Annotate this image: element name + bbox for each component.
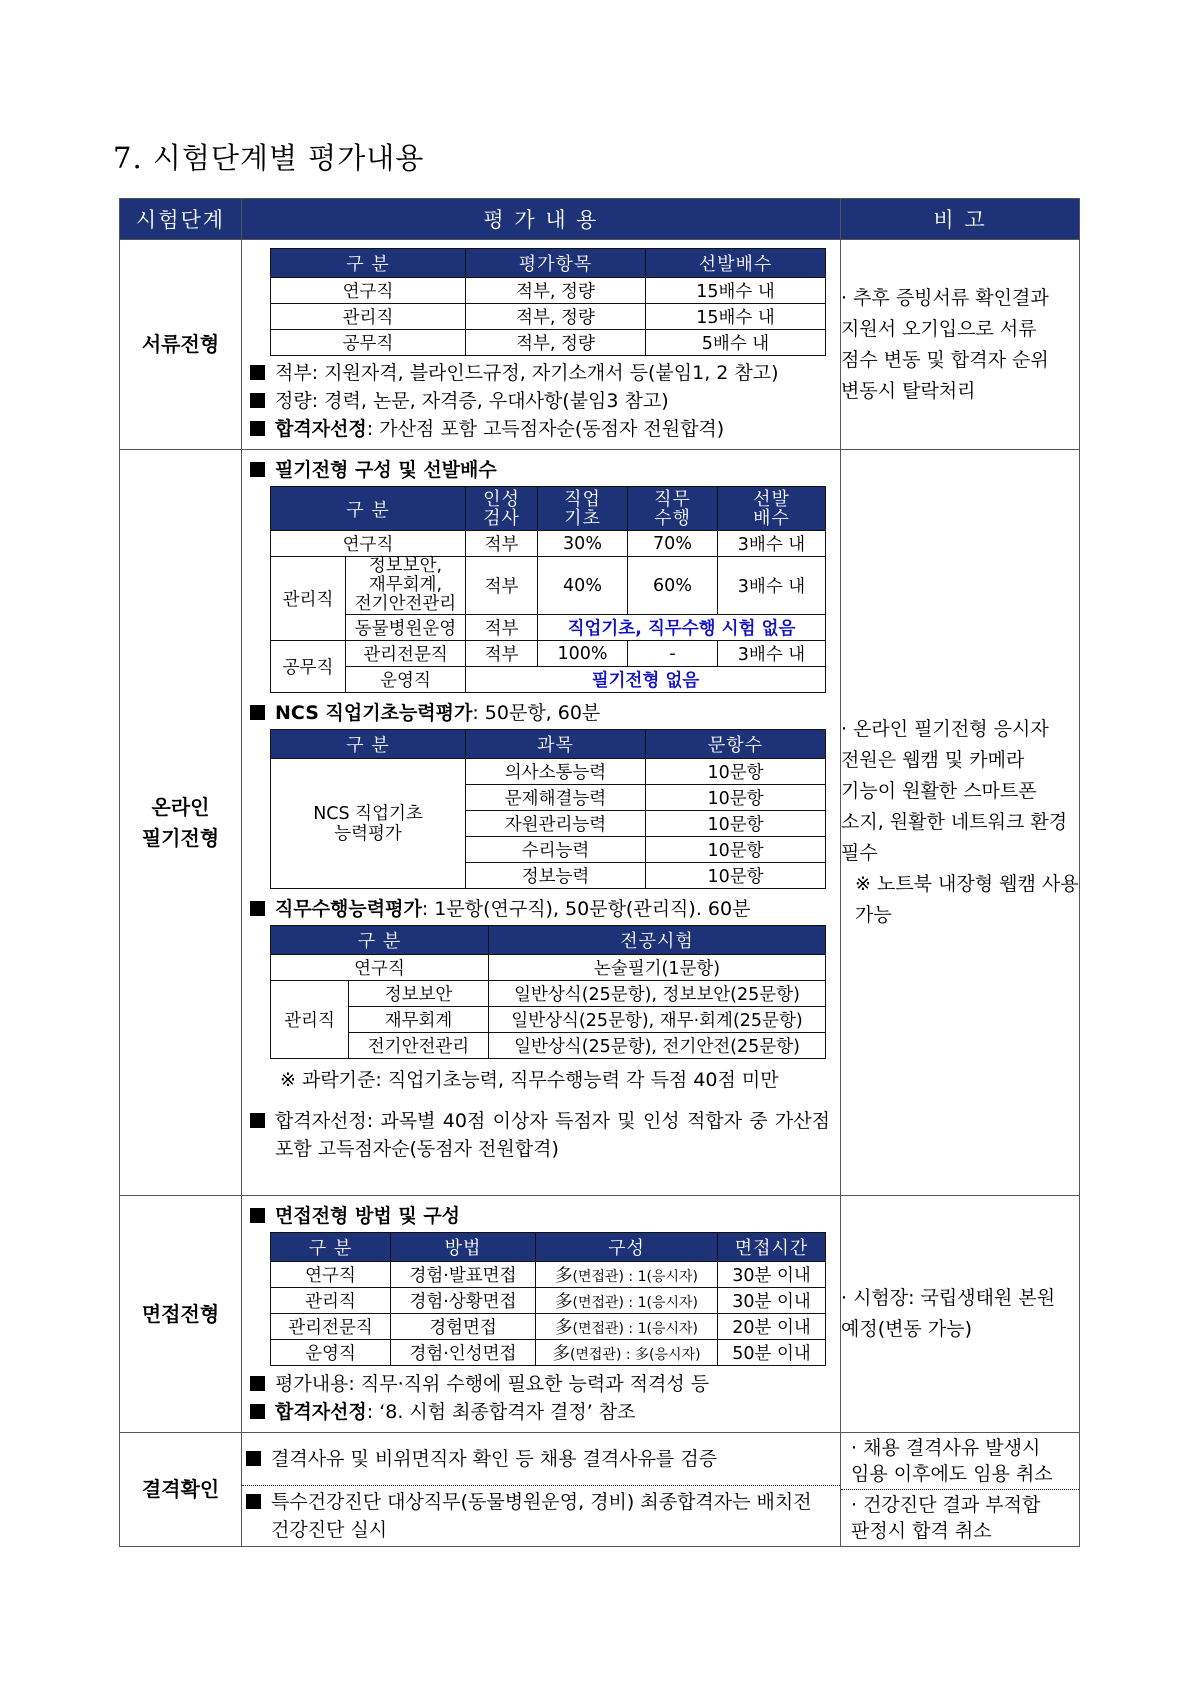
table-row — [271, 1288, 826, 1314]
wt-th-gubun: 구 분 — [271, 487, 466, 531]
stage-written-line2: 필기전형 — [141, 825, 220, 850]
square-bullet-icon — [250, 1208, 265, 1223]
cell: 의사소통능력 — [466, 759, 646, 785]
bullet-text: 합격자선정: 과목별 40점 이상자 득점자 및 인성 적합자 중 가산점 포함 고득점자순(동점자 전원합격) — [275, 1110, 830, 1160]
bullet-text: 적부: 지원자격, 블라인드규정, 자기소개서 등(붙임1, 2 참고) — [275, 362, 779, 384]
cell: 연구직 — [271, 278, 466, 304]
cell: 관리직 — [271, 304, 466, 330]
bullet-text: 평가내용: 직무·직위 수행에 필요한 능력과 적격성 등 — [275, 1373, 710, 1395]
cell: 적부 — [466, 615, 538, 641]
table-row — [271, 557, 826, 615]
cell: 10문항 — [646, 837, 826, 863]
cell: 경험면접 — [391, 1314, 536, 1340]
interview-bullet-1 — [246, 1370, 830, 1398]
section-heading-rest: : 50문항, 60분 — [472, 702, 601, 724]
th-line: 인성 — [483, 488, 520, 510]
doc-th-gubun: 구 분 — [271, 249, 466, 278]
row-disqualification — [120, 1433, 1080, 1547]
cell: 10문항 — [646, 863, 826, 889]
table-row — [271, 955, 826, 981]
cell: 운영직 — [346, 667, 466, 693]
cell-composition — [536, 1262, 718, 1288]
table-row — [271, 1314, 826, 1340]
disq-bullet-1 — [242, 1433, 840, 1486]
iv-th-method: 방법 — [391, 1233, 536, 1262]
note-line: ※ 노트북 내장형 웹캠 사용 가능 — [855, 873, 1079, 926]
cell-line: 재무회계, — [368, 575, 443, 595]
stage-written-line1: 온라인 — [151, 794, 210, 819]
cell-no-written-note: 필기전형 없음 — [466, 667, 826, 693]
cell: - — [628, 641, 718, 667]
th-line: 수행 — [654, 507, 691, 529]
th-line: 기초 — [564, 507, 601, 529]
row-document-screening — [120, 240, 1080, 450]
document-table — [270, 248, 826, 356]
section-heading: 면접전형 방법 및 구성 — [275, 1205, 461, 1227]
cell: 연구직 — [271, 1262, 391, 1288]
written-sec1 — [246, 456, 830, 484]
table-row — [271, 304, 826, 330]
table-row — [271, 531, 826, 557]
cell: 관리전문직 — [271, 1314, 391, 1340]
table-row — [271, 1262, 826, 1288]
major-th-exam: 전공시험 — [489, 926, 826, 955]
major-exam-table — [270, 925, 826, 1059]
stage-written — [120, 450, 242, 1196]
square-bullet-icon — [250, 1113, 265, 1128]
bullet-text: 결격사유 및 비위면직자 확인 등 채용 결격사유를 검증 — [271, 1448, 718, 1470]
cell: 10문항 — [646, 811, 826, 837]
cell: 60% — [628, 557, 718, 615]
cell: 적부, 정량 — [466, 278, 646, 304]
ncs-table — [270, 729, 826, 889]
th-line: 검사 — [483, 507, 520, 529]
cell: 관리전문직 — [346, 641, 466, 667]
cell: 경험·인성면접 — [391, 1340, 536, 1366]
ncs-group — [271, 759, 466, 889]
square-bullet-icon — [246, 1451, 261, 1466]
cell-many: 多 — [554, 1266, 573, 1286]
stage-document: 서류전형 — [120, 240, 242, 450]
cell-line: 전기안전관리 — [354, 594, 457, 614]
cell: 경험·발표면접 — [391, 1262, 536, 1288]
doc-th-item: 평가항목 — [466, 249, 646, 278]
cell: 동물병원운영 — [346, 615, 466, 641]
wt-th-job — [538, 487, 628, 531]
ncs-th-gubun: 구 분 — [271, 730, 466, 759]
cell-many: 多 — [552, 1344, 570, 1364]
cell: 전기안전관리 — [349, 1033, 489, 1059]
table-row — [271, 278, 826, 304]
cell: 적부 — [466, 531, 538, 557]
row-interview — [120, 1196, 1080, 1433]
cell-many: 多 — [554, 1318, 573, 1338]
content-disqualification — [242, 1433, 841, 1547]
wt-th-duty — [628, 487, 718, 531]
cell: 일반상식(25문항), 재무·회계(25문항) — [489, 1007, 826, 1033]
square-bullet-icon — [250, 365, 265, 380]
square-bullet-icon — [250, 1376, 265, 1391]
cell-mgmt: 관리직 — [271, 557, 346, 641]
row-written-test — [120, 450, 1080, 1196]
th-line: 직무 — [654, 488, 691, 510]
square-bullet-icon — [246, 1494, 261, 1509]
cutoff-note: ※ 과락기준: 직업기초능력, 직무수행능력 각 득점 40점 미만 — [280, 1069, 779, 1091]
major-th-gubun: 구 분 — [271, 926, 489, 955]
cell: 70% — [628, 531, 718, 557]
note-line: · 채용 결격사유 발생시 임용 이후에도 임용 취소 — [841, 1433, 1079, 1490]
cell: 재무회계 — [349, 1007, 489, 1033]
bullet-text: : 가산점 포함 고득점자순(동점자 전원합격) — [366, 418, 725, 440]
cell: 15배수 내 — [646, 278, 826, 304]
interview-table — [270, 1232, 826, 1366]
cell: 경험·상황면접 — [391, 1288, 536, 1314]
written-pass — [246, 1107, 830, 1163]
stage-interview: 면접전형 — [120, 1196, 242, 1433]
note-disqualification — [841, 1433, 1080, 1547]
square-bullet-icon — [250, 705, 265, 720]
cell-subjobs — [346, 557, 466, 615]
cell: 운영직 — [271, 1340, 391, 1366]
content-document — [242, 240, 841, 450]
th-line: 배수 — [753, 507, 790, 529]
written-sec2 — [246, 699, 830, 727]
bullet-bold: 합격자선정 — [275, 418, 367, 440]
cell-mgmt: 관리직 — [271, 981, 349, 1059]
header-content: 평 가 내 용 — [242, 199, 841, 240]
wt-th-insung — [466, 487, 538, 531]
square-bullet-icon — [250, 462, 265, 477]
cell: 3배수 내 — [718, 557, 826, 615]
cell: 20분 이내 — [718, 1314, 826, 1340]
table-row — [271, 641, 826, 667]
table-row — [271, 330, 826, 356]
cell: 5배수 내 — [646, 330, 826, 356]
cell: 50분 이내 — [718, 1340, 826, 1366]
table-row — [271, 667, 826, 693]
cell-ratio: (면접관) : 多(응시자) — [569, 1347, 701, 1363]
disq-bullet-2 — [242, 1486, 840, 1546]
cell: 공무직 — [271, 330, 466, 356]
cell: 문제해결능력 — [466, 785, 646, 811]
cell: 자원관리능력 — [466, 811, 646, 837]
section-heading-rest: : 1문항(연구직), 50문항(관리직). 60분 — [421, 898, 751, 920]
note-line: · 건강진단 결과 부적합 판정시 합격 취소 — [851, 1494, 1041, 1542]
cell: 관리직 — [271, 1288, 391, 1314]
cell: 적부 — [466, 557, 538, 615]
cell: 3배수 내 — [718, 531, 826, 557]
ncs-th-count: 문항수 — [646, 730, 826, 759]
ncs-th-subject: 과목 — [466, 730, 646, 759]
cell: 적부 — [466, 641, 538, 667]
cell-no-test-note: 직업기초, 직무수행 시험 없음 — [538, 615, 826, 641]
content-written — [242, 450, 841, 1196]
cell: 일반상식(25문항), 정보보안(25문항) — [489, 981, 826, 1007]
cell: 30분 이내 — [718, 1262, 826, 1288]
cell: 정보보안 — [349, 981, 489, 1007]
bullet-text: 특수건강진단 대상직무(동물병원운영, 경비) 최종합격자는 배치전 건강진단 실시 — [271, 1491, 812, 1541]
bullet-text: : ‘8. 시험 최종합격자 결정’ 참조 — [366, 1401, 636, 1423]
square-bullet-icon — [250, 421, 265, 436]
cell: 일반상식(25문항), 전기안전(25문항) — [489, 1033, 826, 1059]
section-heading: NCS 직업기초능력평가 — [275, 702, 473, 724]
cell: 적부, 정량 — [466, 304, 646, 330]
section-heading: 필기전형 구성 및 선발배수 — [275, 459, 497, 481]
th-line: 직업 — [564, 488, 601, 510]
cell-line: NCS 직업기초 — [313, 803, 423, 824]
section-heading: 직무수행능력평가 — [275, 898, 422, 920]
cell-composition — [536, 1288, 718, 1314]
cell-composition — [536, 1314, 718, 1340]
doc-bullet-2 — [246, 387, 830, 415]
table-row — [271, 615, 826, 641]
th-line: 선발 — [753, 488, 790, 510]
cell: 10문항 — [646, 759, 826, 785]
interview-bullet-2 — [246, 1398, 830, 1426]
cell: 연구직 — [271, 955, 489, 981]
cell-composition — [536, 1340, 718, 1366]
square-bullet-icon — [250, 901, 265, 916]
cell: 연구직 — [271, 531, 466, 557]
content-interview — [242, 1196, 841, 1433]
cell: 40% — [538, 557, 628, 615]
doc-bullet-1 — [246, 359, 830, 387]
cell: 10문항 — [646, 785, 826, 811]
header-stage: 시험단계 — [120, 199, 242, 240]
cell-ratio: (면접관) : 1(응시자) — [572, 1321, 699, 1337]
cell: 3배수 내 — [718, 641, 826, 667]
cell: 30% — [538, 531, 628, 557]
square-bullet-icon — [250, 1404, 265, 1419]
doc-th-multiple: 선발배수 — [646, 249, 826, 278]
table-row — [271, 1007, 826, 1033]
cell-many: 多 — [554, 1292, 573, 1312]
bullet-bold: 합격자선정 — [275, 1401, 367, 1423]
cell: 15배수 내 — [646, 304, 826, 330]
written-composition-table — [270, 486, 826, 693]
bullet-text: 정량: 경력, 논문, 자격증, 우대사항(붙임3 참고) — [275, 390, 669, 412]
wt-th-select — [718, 487, 826, 531]
cell: 논술필기(1문항) — [489, 955, 826, 981]
cell-line: 능력평가 — [334, 823, 402, 844]
table-row — [271, 1033, 826, 1059]
table-row — [271, 1340, 826, 1366]
doc-bullet-3 — [246, 415, 830, 443]
square-bullet-icon — [250, 393, 265, 408]
note-written — [841, 450, 1080, 1196]
note-document: · 추후 증빙서류 확인결과 지원서 오기입으로 서류 점수 변동 및 합격자 순위 변동시 탈락처리 — [841, 240, 1080, 450]
note-interview: · 시험장: 국립생태원 본원 예정(변동 가능) — [841, 1196, 1080, 1433]
iv-th-gubun: 구 분 — [271, 1233, 391, 1262]
page-title: 7. 시험단계별 평가내용 — [113, 141, 425, 175]
evaluation-table — [119, 198, 1080, 1547]
cell: 수리능력 — [466, 837, 646, 863]
cell: 100% — [538, 641, 628, 667]
cell-ratio: (면접관) : 1(응시자) — [572, 1269, 699, 1285]
stage-disqualification: 결격확인 — [120, 1433, 242, 1547]
table-row — [271, 759, 826, 785]
cell: 정보능력 — [466, 863, 646, 889]
note-line: · 온라인 필기전형 응시자 전원은 웹캠 및 카메라 기능이 원활한 스마트폰 소지, 원활한 네트워크 환경 필수 — [841, 718, 1068, 864]
table-row — [271, 981, 826, 1007]
cell: 30분 이내 — [718, 1288, 826, 1314]
iv-th-time: 면접시간 — [718, 1233, 826, 1262]
interview-sec1 — [246, 1202, 830, 1230]
cell-ratio: (면접관) : 1(응시자) — [572, 1295, 699, 1311]
header-note: 비 고 — [841, 199, 1080, 240]
iv-th-composition: 구성 — [536, 1233, 718, 1262]
cell-gongmu: 공무직 — [271, 641, 346, 693]
cell-line: 정보보안, — [368, 556, 443, 576]
written-sec3 — [246, 895, 830, 923]
cell: 적부, 정량 — [466, 330, 646, 356]
